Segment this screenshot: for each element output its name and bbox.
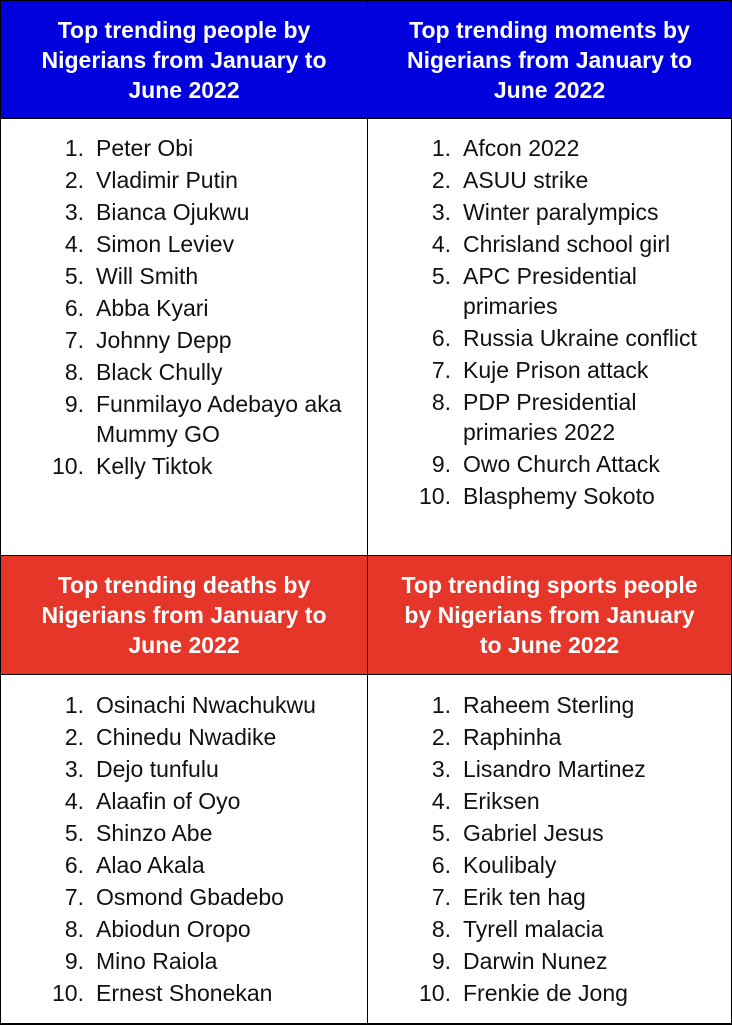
item-text: Mino Raiola <box>96 948 218 974</box>
list-item <box>1 850 367 880</box>
item-text: Chrisland school girl <box>463 231 671 257</box>
moments-title <box>407 15 692 105</box>
item-text: Koulibaly <box>463 852 557 878</box>
people-section <box>1 1 367 556</box>
list-item <box>368 978 731 1008</box>
list-item <box>368 387 731 447</box>
list-item <box>368 882 731 912</box>
moments-section <box>368 1 731 556</box>
item-number: 7. <box>431 884 451 910</box>
item-text: Kelly Tiktok <box>96 453 213 479</box>
item-text: Black Chully <box>96 359 223 385</box>
item-number: 1. <box>431 692 451 718</box>
list-item <box>1 261 367 291</box>
people-list <box>1 133 367 483</box>
item-text: Johnny Depp <box>96 327 232 353</box>
item-text: Kuje Prison attack <box>463 357 649 383</box>
item-text: Frenkie de Jong <box>463 980 628 1006</box>
item-text: Gabriel Jesus <box>463 820 604 846</box>
item-number: 2. <box>64 724 84 750</box>
item-text: Simon Leviev <box>96 231 235 257</box>
sports-list <box>368 690 731 1010</box>
item-number: 6. <box>64 852 84 878</box>
list-item <box>1 882 367 912</box>
item-text: Alao Akala <box>96 852 205 878</box>
item-text: Raheem Sterling <box>463 692 635 718</box>
item-number: 10. <box>52 980 84 1006</box>
item-text: Afcon 2022 <box>463 135 580 161</box>
item-number: 9. <box>431 948 451 974</box>
list-item <box>1 914 367 944</box>
item-number: 2. <box>64 167 84 193</box>
list-item <box>1 722 367 752</box>
item-number: 1. <box>431 135 451 161</box>
deaths-header <box>1 556 367 675</box>
item-number: 5. <box>431 263 451 289</box>
sports-header <box>368 556 731 675</box>
item-text: Eriksen <box>463 788 540 814</box>
item-number: 10. <box>419 483 451 509</box>
item-text: APC Presidential primaries <box>463 263 637 319</box>
item-number: 4. <box>64 231 84 257</box>
list-item <box>1 229 367 259</box>
list-item <box>368 355 731 385</box>
people-title-line: Top trending people by <box>57 16 311 43</box>
item-number: 8. <box>431 916 451 942</box>
list-item <box>1 946 367 976</box>
list-item <box>1 293 367 323</box>
item-number: 9. <box>64 391 84 417</box>
item-number: 5. <box>431 820 451 846</box>
deaths-title-line: June 2022 <box>128 632 240 658</box>
item-text: Abba Kyari <box>96 295 209 321</box>
list-item <box>368 261 731 321</box>
list-item <box>1 389 367 449</box>
item-text: Owo Church Attack <box>463 451 660 477</box>
list-item <box>368 946 731 976</box>
item-text: Blasphemy Sokoto <box>463 483 655 509</box>
item-number: 5. <box>64 820 84 846</box>
item-text: Shinzo Abe <box>96 820 213 846</box>
list-item <box>1 133 367 163</box>
list-item <box>368 850 731 880</box>
list-item <box>368 786 731 816</box>
list-item <box>368 818 731 848</box>
item-text: Osinachi Nwachukwu <box>96 692 316 718</box>
list-item <box>368 690 731 720</box>
moments-title-line: Nigerians from January to <box>406 46 693 73</box>
list-item <box>1 325 367 355</box>
item-number: 4. <box>64 788 84 814</box>
item-number: 3. <box>64 756 84 782</box>
list-item <box>368 165 731 195</box>
moments-title-line: Top trending moments by <box>409 16 690 43</box>
list-item <box>1 451 367 481</box>
list-item <box>1 786 367 816</box>
people-title-line: June 2022 <box>128 76 240 103</box>
item-number: 4. <box>431 788 451 814</box>
sports-title-line: Top trending sports people <box>401 572 698 598</box>
sports-title <box>401 570 697 660</box>
item-text: Bianca Ojukwu <box>96 199 250 225</box>
list-item <box>368 323 731 353</box>
item-number: 3. <box>431 199 451 225</box>
item-number: 8. <box>431 389 451 415</box>
list-item <box>1 818 367 848</box>
list-item <box>1 357 367 387</box>
list-item <box>1 690 367 720</box>
list-item <box>368 133 731 163</box>
list-item <box>1 978 367 1008</box>
item-text: Will Smith <box>96 263 199 289</box>
list-item <box>368 229 731 259</box>
item-number: 10. <box>419 980 451 1006</box>
item-number: 5. <box>64 263 84 289</box>
people-title-line: Nigerians from January to <box>41 46 327 73</box>
list-item <box>1 754 367 784</box>
moments-header <box>368 1 731 119</box>
item-text: ASUU strike <box>463 167 589 193</box>
item-number: 3. <box>431 756 451 782</box>
item-text: Abiodun Oropo <box>96 916 251 942</box>
list-item <box>368 449 731 479</box>
deaths-section <box>1 556 367 1023</box>
row-divider <box>1 555 731 556</box>
item-number: 3. <box>64 199 84 225</box>
sports-section <box>368 556 731 1023</box>
sports-title-line: by Nigerians from January <box>404 602 695 628</box>
item-number: 9. <box>64 948 84 974</box>
item-text: Raphinha <box>463 724 562 750</box>
item-number: 7. <box>64 327 84 353</box>
item-number: 7. <box>64 884 84 910</box>
item-number: 6. <box>431 325 451 351</box>
list-item <box>368 197 731 227</box>
deaths-title <box>41 570 326 660</box>
item-number: 6. <box>431 852 451 878</box>
item-text: Ernest Shonekan <box>96 980 273 1006</box>
list-item <box>368 722 731 752</box>
moments-title-line: June 2022 <box>493 76 606 103</box>
deaths-title-line: Top trending deaths by <box>57 572 311 598</box>
sports-title-line: to June 2022 <box>479 632 620 658</box>
item-text: Tyrell malacia <box>463 916 604 942</box>
column-divider <box>367 1 368 1023</box>
item-text: Erik ten hag <box>463 884 586 910</box>
deaths-title-line: Nigerians from January to <box>41 602 327 628</box>
item-text: Russia Ukraine conflict <box>463 325 697 351</box>
item-number: 10. <box>52 453 84 479</box>
list-item <box>1 165 367 195</box>
item-number: 9. <box>431 451 451 477</box>
item-number: 8. <box>64 916 84 942</box>
item-text: Chinedu Nwadike <box>96 724 277 750</box>
item-number: 1. <box>64 692 84 718</box>
item-text: Osmond Gbadebo <box>96 884 284 910</box>
item-number: 2. <box>431 724 451 750</box>
item-text: Dejo tunfulu <box>96 756 219 782</box>
people-header <box>1 1 367 119</box>
item-number: 4. <box>431 231 451 257</box>
item-text: Lisandro Martinez <box>463 756 646 782</box>
item-text: Darwin Nunez <box>463 948 608 974</box>
item-text: PDP Presidential primaries 2022 <box>463 389 637 445</box>
item-number: 1. <box>64 135 84 161</box>
item-number: 8. <box>64 359 84 385</box>
list-item <box>1 197 367 227</box>
item-number: 6. <box>64 295 84 321</box>
moments-list <box>368 133 731 513</box>
people-title <box>41 15 326 105</box>
list-item <box>368 481 731 511</box>
item-text: Vladimir Putin <box>96 167 238 193</box>
item-text: Peter Obi <box>96 135 194 161</box>
item-number: 7. <box>431 357 451 383</box>
list-item <box>368 754 731 784</box>
list-item <box>368 914 731 944</box>
item-text: Funmilayo Adebayo aka Mummy GO <box>96 391 342 447</box>
item-text: Winter paralympics <box>463 199 659 225</box>
deaths-list <box>1 690 367 1010</box>
item-text: Alaafin of Oyo <box>96 788 241 814</box>
item-number: 2. <box>431 167 451 193</box>
